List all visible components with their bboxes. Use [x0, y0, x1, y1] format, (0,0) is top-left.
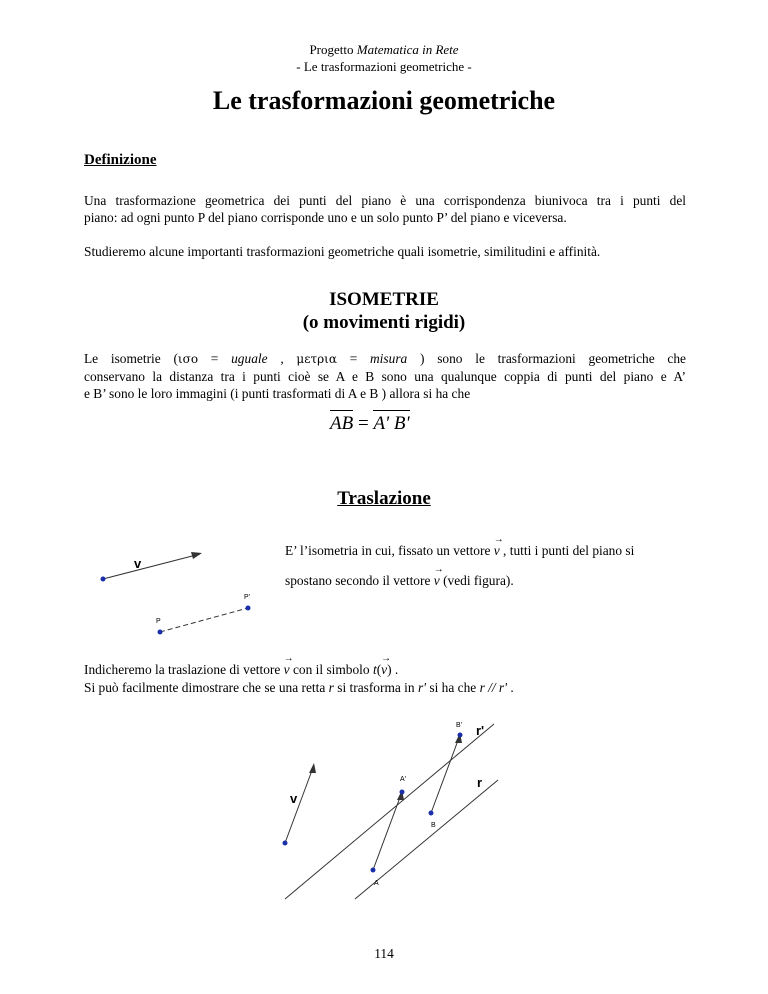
vector-origin-point — [283, 841, 288, 846]
figure2-label-v: v — [290, 791, 298, 806]
text: , tutti i punti del piano si — [499, 543, 635, 558]
formula-right: A' B' — [373, 410, 409, 434]
point-p — [158, 630, 163, 635]
point-a-prime — [400, 790, 405, 795]
header-project-name: Matematica in Rete — [356, 42, 459, 57]
segment-b-b-prime — [431, 735, 460, 813]
text: . — [391, 662, 399, 677]
section-heading-traslazione: Traslazione — [337, 488, 431, 509]
point-a — [371, 868, 376, 873]
formula-left: AB — [330, 410, 353, 434]
point-b — [429, 811, 434, 816]
vector-letter: v — [433, 573, 440, 588]
definition-line-1: Una trasformazione geometrica dei punti del piano è una corrispondenza biunivoca tra i punti del — [84, 193, 686, 208]
symbol-r-prime: r' — [417, 680, 427, 695]
section-title-isometrie: ISOMETRIE — [329, 289, 439, 310]
equals: = — [336, 351, 371, 366]
page-number: 114 — [374, 946, 394, 961]
figure2-label-b-prime: B' — [456, 722, 463, 729]
definition-line-2: piano: ad ogni punto P del piano corrisponde uno e un solo punto P’ del piano e viceversa. — [84, 210, 567, 225]
vector-letter: v — [493, 543, 500, 558]
header-subtitle: - Le trasformazioni geometriche - — [296, 59, 472, 74]
vector-v-line — [103, 554, 200, 579]
isometrie-text: ) sono le trasformazioni geometriche che — [407, 351, 687, 366]
parallel-lines-figure — [270, 715, 530, 905]
isometrie-paragraph — [84, 350, 686, 402]
notation-line — [84, 653, 399, 678]
parallel-line — [84, 680, 514, 696]
equals: = — [198, 351, 232, 366]
symbol-parallel: r // r' — [479, 680, 507, 695]
arrow-icon: → — [493, 534, 504, 545]
text: si trasforma in — [333, 680, 418, 695]
vector-v — [283, 653, 294, 678]
isometrie-line-3: e B’ sono le loro immagini (i punti trasformati di A e B ) allora si ha che — [84, 386, 471, 401]
text: con il simbolo — [289, 662, 373, 677]
figure1-label-p: P — [156, 618, 161, 625]
text: Indicheremo la traslazione di vettore — [84, 662, 284, 677]
vector-letter: v — [283, 662, 290, 677]
vector-letter: v — [381, 662, 388, 677]
section-subtitle-isometrie: (o movimenti rigidi) — [302, 312, 466, 333]
point-b-prime — [458, 733, 463, 738]
line-r-prime — [285, 724, 494, 899]
header-prefix: Progetto — [309, 42, 357, 57]
figure2-label-b: B — [431, 822, 436, 829]
figure1-label-v: v — [134, 556, 142, 571]
symbol-r: r — [328, 680, 334, 695]
running-header — [0, 42, 768, 58]
vector-origin-point — [101, 577, 106, 582]
greek-iso: ισο — [177, 352, 199, 366]
isometrie-line-1 — [84, 350, 686, 368]
vector-arrowhead — [191, 552, 202, 559]
text: spostano secondo il vettore — [285, 573, 434, 588]
text: Si può facilmente dimostrare che se una retta — [84, 680, 329, 695]
arrow-icon: → — [283, 653, 294, 664]
text: E’ l’isometria in cui, fissato un vettore — [285, 543, 494, 558]
figure2-label-a-prime: A' — [400, 776, 407, 783]
isometrie-text: Le isometrie ( — [84, 351, 178, 366]
paren-open: ( — [376, 662, 382, 677]
word-misura: misura — [370, 351, 408, 366]
text: . — [507, 680, 514, 695]
traslazione-line-2 — [285, 564, 514, 589]
figure2-label-r: r — [477, 775, 483, 790]
arrow-icon: → — [381, 653, 392, 664]
figure2-label-r-prime: r' — [476, 723, 485, 738]
translation-figure — [90, 540, 280, 650]
formula-distance — [330, 413, 410, 435]
translation-dashed-line — [160, 608, 248, 632]
section-heading-definizione: Definizione — [84, 152, 157, 168]
segment-a-a-prime — [373, 792, 402, 870]
paren-close: ) — [387, 662, 392, 677]
traslazione-line-1 — [285, 534, 635, 559]
text: si ha che — [426, 680, 480, 695]
vector-v — [493, 534, 504, 559]
comma: , — [267, 351, 297, 366]
symbol-t: t — [372, 662, 377, 677]
greek-metria: μετρια — [296, 352, 337, 366]
figure1-label-p-prime: P' — [244, 594, 251, 601]
word-uguale: uguale — [231, 351, 268, 366]
figure2-label-a: A — [374, 880, 379, 887]
formula-equals: = — [353, 413, 374, 434]
vector-v — [381, 653, 392, 678]
vector-v — [433, 564, 444, 589]
point-p-prime — [246, 606, 251, 611]
vector-arrowhead — [309, 763, 316, 773]
page-title: Le trasformazioni geometriche — [212, 86, 556, 115]
study-paragraph: Studieremo alcune importanti trasformazioni geometriche quali isometrie, similitudini e affinità. — [84, 244, 601, 259]
arrow-icon: → — [433, 564, 444, 575]
definition-paragraph — [84, 192, 686, 226]
isometrie-line-2: conservano la distanza tra i punti cioè se A e B sono una qualunque coppia di punti del piano e A’ — [84, 369, 686, 384]
text: (vedi figura). — [439, 573, 514, 588]
